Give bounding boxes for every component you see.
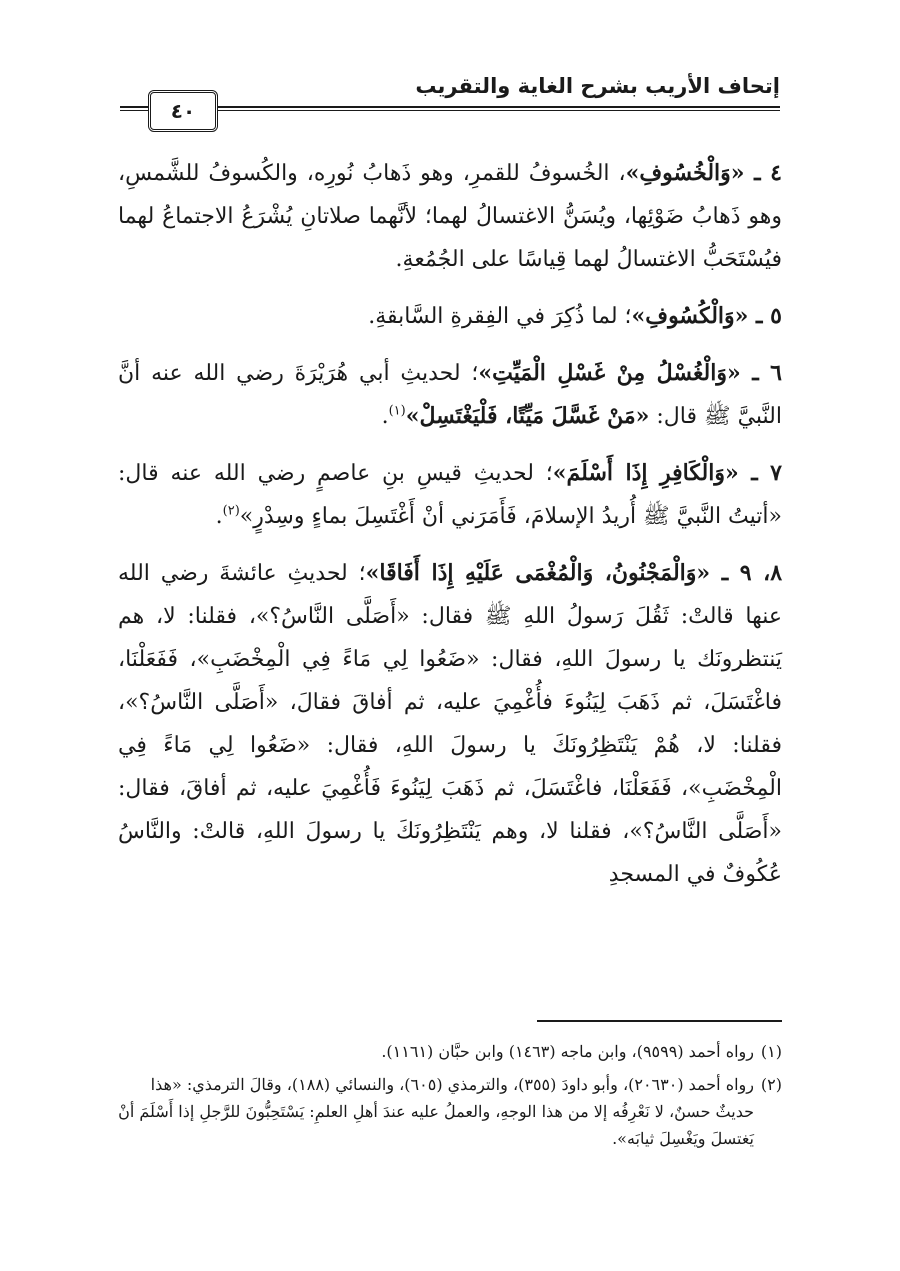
paragraph-6 [118, 352, 782, 438]
paragraph-text: ؛ لحديثِ عائشةَ رضي الله عنها قالتْ: ثَقُلَ رَسولُ اللهِ ﷺ فقال: «أَصَلَّى النَّاسُ؟»، فقلنا: لا، هم يَنتظرونَك يا رسولَ اللهِ، فقال: «ضَعُوا لِي مَاءً فِي الْمِخْضَبِ»، فَفَعَلْنَا، فاغْتَسَلَ، ثم ذَهَبَ لِيَنُوءَ فأُغْمِيَ عليه، ثم أفاقَ فقالَ، «أَصَلَّى النَّاسُ؟»، فقلنا: لا، هُمْ يَنْتَظِرُونَكَ يا رسولَ اللهِ، فقال: «ضَعُوا لِي مَاءً فِي الْمِخْضَبِ»، فَفَعَلْنَا، فاغْتَسَلَ، ثم ذَهَبَ لِيَنُوءَ فَأُغْمِيَ عليه، ثم أفاقَ، فقال: «أَصَلَّى النَّاسُ؟»، فقلنا لا، وهم يَنْتَظِرُونَكَ يا رسولَ اللهِ، قالتْ: والنَّاسُ عُكُوفٌ في المسجدِ [118, 561, 783, 887]
paragraph-end: . [215, 504, 223, 529]
paragraph-text: ، الخُسوفُ للقمرِ، وهو ذَهابُ نُورِه، والكُسوفُ للشَّمسِ، وهو ذَهابُ ضَوْئِها، ويُسَنُّ الاغتسالُ لهما؛ لأنَّهما صلاتانِ يُشْرَعُ الاجتماعُ لهما فيُسْتَحَبُّ الاغتسالُ لهما قِياسًا على الجُمُعةِ. [118, 161, 782, 272]
footnote-divider [537, 1020, 782, 1022]
footnote-ref[interactable]: (٢) [222, 503, 240, 519]
footnote-text: رواه أحمد (٢٠٦٣٠)، وأبو داودَ (٣٥٥)، والترمذي (٦٠٥)، والنسائي (١٨٨)، وقالَ الترمذي: «هذا حديثٌ حسنٌ، لا نَعْرِفُه إلا من هذا الوجهِ، والعملُ عليه عندَ أهلِ العلمِ: يَسْتَحِبُّونَ للرَّجلِ إذا أَسْلَمَ أنْ يَغتسلَ ويَغْسِلَ ثيابَه». [118, 1075, 754, 1148]
paragraph-text: ؛ لحديثِ قيسِ بنِ عاصمٍ رضي الله عنه قال: «أتيتُ النَّبيَّ ﷺ أُريدُ الإسلامَ، فَأَمَرَني أنْ أَغْتَسِلَ بماءٍ وسِدْرٍ» [118, 461, 782, 529]
footnote-2 [118, 1071, 782, 1152]
paragraph-term: ٧ ـ «وَالْكَافِرِ إِذَا أَسْلَمَ» [552, 460, 782, 486]
paragraph-term: ٥ ـ «وَالْكُسُوفِ» [631, 303, 782, 329]
footnote-number: (١) [760, 1042, 782, 1061]
paragraph-4 [118, 152, 782, 281]
page-header [120, 64, 780, 134]
header-rule [120, 106, 780, 108]
paragraph-end: . [381, 404, 389, 429]
paragraph-7 [118, 452, 782, 538]
paragraph-term: ٨، ٩ ـ «وَالْمَجْنُونُ، وَالْمُغْمَى عَلَيْهِ إِذَا أَفَاقَا» [365, 560, 783, 586]
book-title: إتحاف الأريب بشرح الغاية والتقريب [415, 74, 780, 98]
paragraph-term: ٤ ـ «وَالْخُسُوفِ» [625, 160, 782, 186]
paragraph-8-9 [118, 552, 782, 896]
header-rule-thin [120, 110, 780, 111]
footnote-number: (٢) [760, 1075, 782, 1094]
footnote-ref[interactable]: (١) [388, 403, 406, 419]
footnote-text: رواه أحمد (٩٥٩٩)، وابن ماجه (١٤٦٣) وابن حبَّان (١١٦١). [381, 1042, 754, 1061]
main-text [118, 152, 782, 910]
paragraph-text: ؛ لحديثِ أبي هُرَيْرَةَ رضي الله عنه أنَّ النَّبيَّ ﷺ قال: [118, 361, 782, 429]
paragraph-term: ٦ ـ «وَالْغُسْلُ مِنْ غَسْلِ الْمَيِّتِ» [478, 360, 782, 386]
paragraph-5 [118, 295, 782, 338]
paragraph-text: ؛ لما ذُكِرَ في الفِقرةِ السَّابقةِ. [368, 304, 632, 329]
footnote-1 [118, 1038, 782, 1065]
page-number: ٤٠ [148, 90, 218, 132]
footnotes [118, 1038, 782, 1158]
hadith-quote: «مَنْ غَسَّلَ مَيِّتًا، فَلْيَغْتَسِلْ» [405, 403, 650, 429]
